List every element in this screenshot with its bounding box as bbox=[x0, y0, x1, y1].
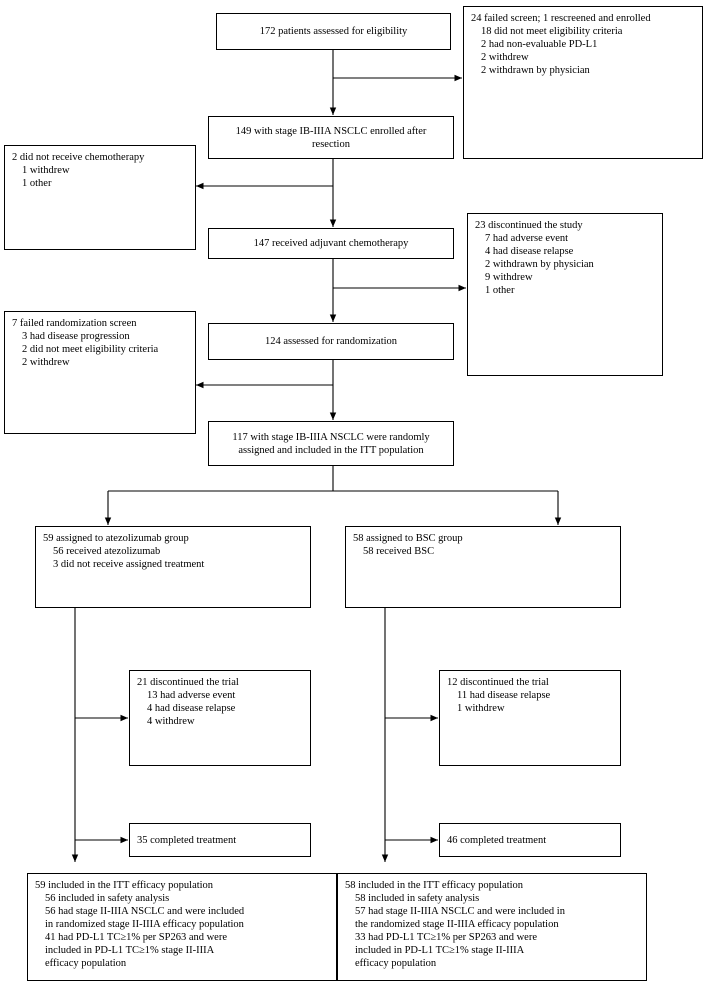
node-no-chemo-line-1: 1 withdrew bbox=[22, 165, 70, 176]
node-atezo-assigned-line-2: 3 did not receive assigned treatment bbox=[53, 559, 205, 570]
node-enrolled bbox=[208, 116, 454, 159]
node-atezo-completed-line-0: 35 completed treatment bbox=[137, 834, 237, 846]
node-failed-screen-line-0: 24 failed screen; 1 rescreened and enrolled bbox=[471, 13, 651, 24]
node-failed-screen-line-1: 18 did not meet eligibility criteria bbox=[481, 26, 623, 37]
node-atezo-analysis-line-3: in randomized stage II-IIIA efficacy population bbox=[45, 919, 244, 930]
node-bsc-analysis-line-4: 33 had PD-L1 TC≥1% per SP263 and were bbox=[355, 932, 538, 943]
node-discontinued-study-line-5: 1 other bbox=[485, 285, 515, 296]
node-atezo-analysis-line-2: 56 had stage II-IIIA NSCLC and were included bbox=[45, 906, 245, 917]
node-atezo-completed bbox=[129, 823, 311, 857]
node-bsc-completed bbox=[439, 823, 621, 857]
node-no-chemo bbox=[4, 145, 196, 250]
node-atezo-assigned-line-1: 56 received atezolizumab bbox=[53, 546, 161, 557]
node-bsc-completed-line-0: 46 completed treatment bbox=[447, 834, 547, 846]
node-bsc-assigned-line-0: 58 assigned to BSC group bbox=[353, 533, 463, 544]
node-randomized-line-0: 117 with stage IB-IIIA NSCLC were randomly bbox=[232, 431, 430, 443]
node-atezo-discontinued-line-3: 4 withdrew bbox=[147, 716, 195, 727]
node-failed-screen-line-2: 2 had non-evaluable PD-L1 bbox=[481, 39, 598, 50]
node-failed-randomization-line-2: 2 did not meet eligibility criteria bbox=[22, 344, 159, 355]
node-bsc-analysis-line-3: the randomized stage II-IIIA efficacy population bbox=[355, 919, 559, 930]
node-discontinued-study-line-0: 23 discontinued the study bbox=[475, 220, 583, 231]
node-discontinued-study-line-2: 4 had disease relapse bbox=[485, 246, 574, 257]
node-bsc-assigned bbox=[345, 526, 621, 608]
node-bsc-analysis-line-0: 58 included in the ITT efficacy population bbox=[345, 880, 524, 891]
node-received-chemo bbox=[208, 228, 454, 259]
node-no-chemo-line-2: 1 other bbox=[22, 178, 52, 189]
node-failed-randomization-line-0: 7 failed randomization screen bbox=[12, 318, 137, 329]
node-failed-randomization bbox=[4, 311, 196, 434]
node-bsc-analysis-line-5: included in PD-L1 TC≥1% stage II-IIIA bbox=[355, 945, 525, 956]
node-randomized-line-1: assigned and included in the ITT population bbox=[238, 444, 424, 456]
node-bsc-analysis-line-2: 57 had stage II-IIIA NSCLC and were included in bbox=[355, 906, 565, 917]
node-discontinued-study bbox=[467, 213, 663, 376]
node-discontinued-study-line-3: 2 withdrawn by physician bbox=[485, 259, 594, 270]
node-no-chemo-line-0: 2 did not receive chemotherapy bbox=[12, 152, 145, 163]
node-atezo-analysis bbox=[27, 873, 337, 981]
node-atezo-assigned bbox=[35, 526, 311, 608]
node-bsc-analysis-line-1: 58 included in safety analysis bbox=[355, 893, 480, 904]
node-atezo-assigned-line-0: 59 assigned to atezolizumab group bbox=[43, 533, 189, 544]
node-bsc-assigned-line-1: 58 received BSC bbox=[363, 546, 435, 557]
node-assessed-randomization-line-0: 124 assessed for randomization bbox=[264, 336, 398, 347]
node-atezo-analysis-line-0: 59 included in the ITT efficacy population bbox=[35, 880, 214, 891]
node-atezo-discontinued-line-1: 13 had adverse event bbox=[147, 690, 236, 701]
node-bsc-discontinued bbox=[439, 670, 621, 766]
node-failed-screen-line-4: 2 withdrawn by physician bbox=[481, 65, 590, 76]
node-atezo-discontinued-line-0: 21 discontinued the trial bbox=[137, 677, 239, 688]
node-assessed-line-0: 172 patients assessed for eligibility bbox=[259, 26, 408, 37]
node-atezo-discontinued bbox=[129, 670, 311, 766]
node-atezo-analysis-line-6: efficacy population bbox=[45, 958, 127, 969]
node-enrolled-line-0: 149 with stage IB-IIIA NSCLC enrolled after bbox=[235, 125, 427, 137]
node-atezo-discontinued-line-2: 4 had disease relapse bbox=[147, 703, 236, 714]
node-discontinued-study-line-4: 9 withdrew bbox=[485, 272, 533, 283]
node-enrolled-line-1: resection bbox=[312, 138, 350, 150]
node-bsc-discontinued-line-2: 1 withdrew bbox=[457, 703, 505, 714]
node-bsc-analysis-line-6: efficacy population bbox=[355, 958, 437, 969]
node-atezo-analysis-line-4: 41 had PD-L1 TC≥1% per SP263 and were bbox=[45, 932, 228, 943]
node-atezo-analysis-line-5: included in PD-L1 TC≥1% stage II-IIIA bbox=[45, 945, 215, 956]
node-bsc-analysis bbox=[337, 873, 647, 981]
node-bsc-discontinued-line-0: 12 discontinued the trial bbox=[447, 677, 549, 688]
node-randomized bbox=[208, 421, 454, 466]
node-assessed-randomization bbox=[208, 323, 454, 360]
node-failed-randomization-line-1: 3 had disease progression bbox=[22, 331, 130, 342]
node-failed-screen bbox=[463, 6, 703, 159]
node-failed-screen-line-3: 2 withdrew bbox=[481, 52, 529, 63]
node-received-chemo-line-0: 147 received adjuvant chemotherapy bbox=[253, 238, 409, 249]
node-bsc-discontinued-line-1: 11 had disease relapse bbox=[457, 690, 551, 701]
node-failed-randomization-line-3: 2 withdrew bbox=[22, 357, 70, 368]
node-assessed bbox=[216, 13, 451, 50]
node-atezo-analysis-line-1: 56 included in safety analysis bbox=[45, 893, 170, 904]
node-discontinued-study-line-1: 7 had adverse event bbox=[485, 233, 569, 244]
